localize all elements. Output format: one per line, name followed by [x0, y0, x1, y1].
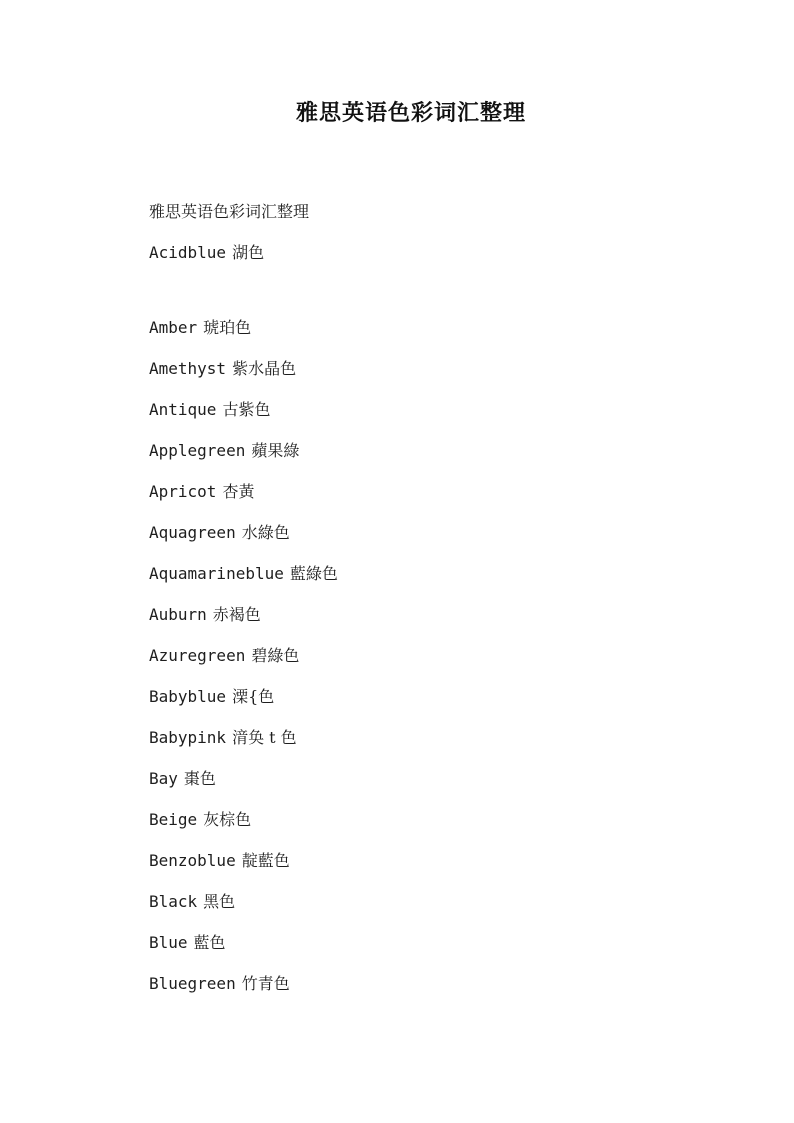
entry-term: Bay [149, 769, 178, 788]
entry-line [149, 766, 709, 807]
entry-term: Apricot [149, 482, 217, 501]
entry-translation: 杏黃 [222, 482, 255, 501]
entry-line [149, 602, 709, 643]
entry-translation: 棗色 [183, 769, 216, 788]
entry-term: Bluegreen [149, 974, 236, 993]
entry-line [149, 315, 709, 356]
entry-line [149, 889, 709, 930]
entry-translation: 竹青色 [241, 974, 290, 993]
entry-translation: 赤褐色 [212, 605, 261, 624]
entry-line [149, 848, 709, 889]
entry-term: Babypink [149, 728, 227, 747]
entry-term: Antique [149, 400, 217, 419]
entry-translation: 古紫色 [222, 400, 271, 419]
entry-line [149, 725, 709, 766]
document-title: 雅思英语色彩词汇整理 [295, 100, 526, 126]
entry-term: Amethyst [149, 359, 227, 378]
entry-term: Acidblue [149, 243, 227, 262]
intro-line: 雅思英语色彩词汇整理 [149, 202, 310, 221]
document-body [149, 199, 709, 1012]
entry-line [149, 520, 709, 561]
entry-line [149, 438, 709, 479]
entry-translation: 碧綠色 [251, 646, 300, 665]
entry-term: Azuregreen [149, 646, 246, 665]
entry-translation: 琥珀色 [203, 318, 252, 337]
entry-term: Aquagreen [149, 523, 236, 542]
entry-line [149, 807, 709, 848]
entry-translation: 蘋果綠 [251, 441, 300, 460]
entry-term: Amber [149, 318, 198, 337]
entry-term: Applegreen [149, 441, 246, 460]
entry-term: Babyblue [149, 687, 227, 706]
entry-translation: 水綠色 [241, 523, 290, 542]
entry-term: Auburn [149, 605, 207, 624]
entry-translation: 灰棕色 [203, 810, 252, 829]
entry-translation: 藍綠色 [289, 564, 338, 583]
entry-translation: 藍色 [193, 933, 226, 952]
entry-line [149, 397, 709, 438]
entry-term: Benzoblue [149, 851, 236, 870]
entry-line [149, 930, 709, 971]
entry-translation: 黑色 [203, 892, 236, 911]
entry-translation: 紫水晶色 [232, 359, 297, 378]
entry-translation: 湖色 [232, 243, 265, 262]
entry-line [149, 643, 709, 684]
entry-line [149, 479, 709, 520]
entry-line [149, 971, 709, 1012]
entry-line [149, 240, 709, 315]
entry-line [149, 684, 709, 725]
entry-translation: 湇奂 t 色 [232, 728, 297, 747]
entry-line [149, 561, 709, 602]
entry-line [149, 356, 709, 397]
entry-term: Aquamarineblue [149, 564, 284, 583]
entry-term: Beige [149, 810, 198, 829]
entry-translation: 靛藍色 [241, 851, 290, 870]
entry-term: Black [149, 892, 198, 911]
entry-translation: 溧{色 [232, 687, 275, 706]
entry-term: Blue [149, 933, 188, 952]
